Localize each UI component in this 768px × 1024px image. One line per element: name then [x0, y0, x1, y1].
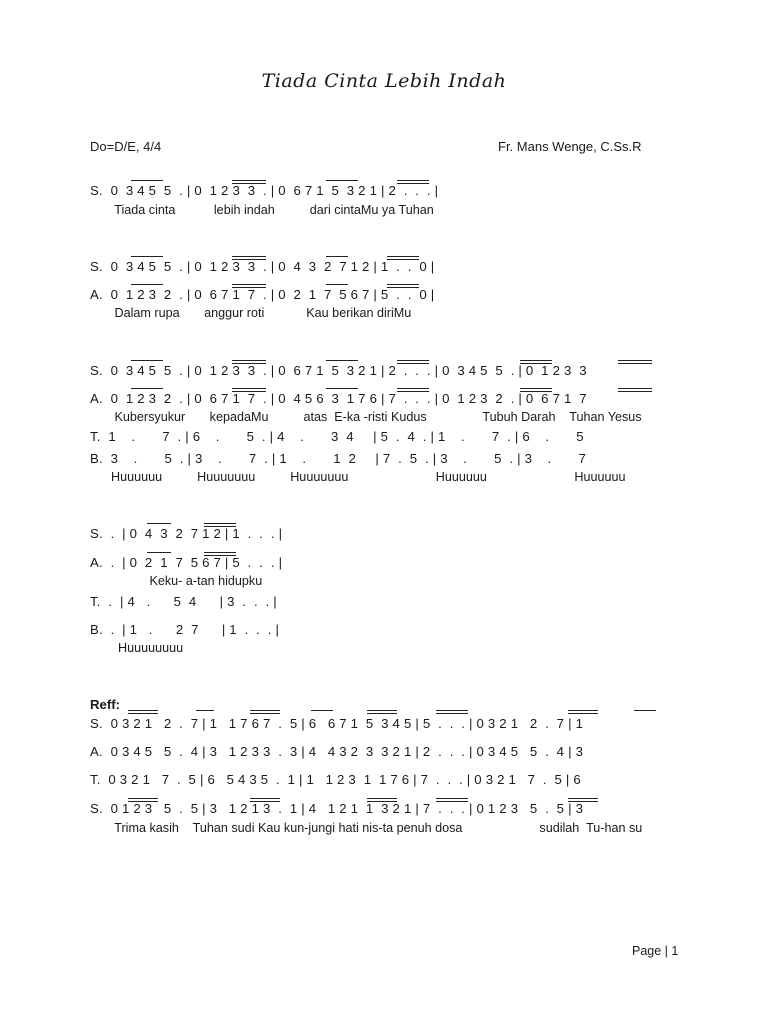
beam [311, 710, 333, 711]
beam [436, 713, 468, 714]
notation-line: A. 0 1 2 3 2 . | 0 6 7 1 7 . | 0 2 1 7 5 6 7 | 5 . . 0 | [90, 287, 435, 302]
beam [232, 363, 266, 364]
beam [131, 360, 163, 361]
beam [204, 523, 236, 524]
notation-line: S. 0 3 4 5 5 . | 0 1 2 3 3 . | 0 4 3 2 7 1 2 | 1 . . 0 | [90, 259, 435, 274]
beam [147, 552, 171, 553]
notation-line: B. 3 . 5 . | 3 . 7 . | 1 . 1 2 | 7 . 5 . | 3 . 5 . | 3 . 7 [90, 451, 587, 466]
beam [618, 388, 652, 389]
lyric-line: Tiada cinta lebih indah dari cintaMu ya Tuhan [90, 203, 434, 217]
beam [128, 710, 158, 711]
song-title: Tiada Cinta Lebih Indah [261, 70, 507, 92]
beam [232, 388, 266, 389]
notation-line: B. . | 1 . 2 7 | 1 . . . | [90, 622, 280, 637]
notation-line: S. 0 3 4 5 5 . | 0 1 2 3 3 . | 0 6 7 1 5 3 2 1 | 2 . . . | 0 3 4 5 5 . | 0 1 2 3 3 [90, 363, 587, 378]
notation-line: S. . | 0 4 3 2 7 1 2 | 1 . . . | [90, 526, 283, 541]
beam [232, 183, 266, 184]
beam [568, 713, 598, 714]
beam [147, 523, 171, 524]
beam [128, 801, 158, 802]
lyric-line: Trima kasih Tuhan sudi Kau kun-jungi hati nis-ta penuh dosa sudilah Tu-han su [90, 821, 643, 835]
beam [520, 360, 552, 361]
beam [196, 710, 214, 711]
beam [520, 391, 552, 392]
beam [367, 710, 397, 711]
beam [387, 287, 419, 288]
beam [232, 259, 266, 260]
beam [397, 391, 429, 392]
beam [326, 388, 358, 389]
beam [367, 713, 397, 714]
beam [250, 713, 280, 714]
beam [520, 363, 552, 364]
lyric-line: Huuuuuu Huuuuuuu Huuuuuuu Huuuuuu Huuuuuu [90, 470, 626, 484]
notation-line: T. 0 3 2 1 7 . 5 | 6 5 4 3 5 . 1 | 1 1 2 3 1 1 7 6 | 7 . . . | 0 3 2 1 7 . 5 | 6 [90, 772, 581, 787]
beam [618, 360, 652, 361]
notation-line: S. 0 1 2 3 5 . 5 | 3 1 2 1 3 . 1 | 4 1 2 1 1 3 2 1 | 7 . . . | 0 1 2 3 5 . 5 | 3 [90, 801, 584, 816]
notation-line: A. 0 1 2 3 2 . | 0 6 7 1 7 . | 0 4 5 6 3 1 7 6 | 7 . . . | 0 1 2 3 2 . | 0 6 7 1 7 [90, 391, 587, 406]
beam [397, 183, 429, 184]
beam [131, 180, 163, 181]
beam [568, 710, 598, 711]
key-signature: Do=D/E, 4/4 [90, 139, 162, 154]
composer: Fr. Mans Wenge, C.Ss.R [498, 139, 642, 154]
beam [128, 798, 158, 799]
beam [387, 284, 419, 285]
notation-line: T. 1 . 7 . | 6 . 5 . | 4 . 3 4 | 5 . 4 . | 1 . 7 . | 6 . 5 [90, 429, 584, 444]
beam [326, 284, 348, 285]
beam [568, 801, 598, 802]
beam [367, 801, 397, 802]
beam [397, 388, 429, 389]
beam [397, 360, 429, 361]
beam [436, 798, 468, 799]
beam [387, 256, 419, 257]
lyric-line: Huuuuuuuu [90, 641, 184, 655]
beam [250, 801, 280, 802]
beam [131, 388, 163, 389]
beam [618, 363, 652, 364]
beam [436, 710, 468, 711]
beam [634, 710, 656, 711]
beam [397, 180, 429, 181]
page-number: Page | 1 [632, 944, 679, 958]
beam [387, 259, 419, 260]
beam [232, 256, 266, 257]
beam [250, 710, 280, 711]
beam [232, 284, 266, 285]
beam [232, 391, 266, 392]
beam [232, 180, 266, 181]
notation-line: S. 0 3 2 1 2 . 7 | 1 1 7 6 7 . 5 | 6 6 7 1 5 3 4 5 | 5 . . . | 0 3 2 1 2 . 7 | 1 [90, 716, 584, 731]
beam [232, 360, 266, 361]
beam [326, 256, 348, 257]
beam [250, 798, 280, 799]
beam [326, 360, 358, 361]
beam [128, 713, 158, 714]
notation-line: A. 0 3 4 5 5 . 4 | 3 1 2 3 3 . 3 | 4 4 3 2 3 3 2 1 | 2 . . . | 0 3 4 5 5 . 4 | 3 [90, 744, 584, 759]
beam [436, 801, 468, 802]
beam [131, 256, 163, 257]
notation-line: T. . | 4 . 5 4 | 3 . . . | [90, 594, 277, 609]
beam [397, 363, 429, 364]
beam [520, 388, 552, 389]
beam [204, 552, 236, 553]
lyric-line: Kubersyukur kepadaMu atas E-ka -risti Kudus Tubuh Darah Tuhan Yesus [90, 410, 642, 424]
notation-line: S. 0 3 4 5 5 . | 0 1 2 3 3 . | 0 6 7 1 5 3 2 1 | 2 . . . | [90, 183, 439, 198]
beam [131, 284, 163, 285]
beam [204, 526, 236, 527]
refrain-label: Reff: [90, 697, 121, 712]
lyric-line: Dalam rupa anggur roti Kau berikan diriMu [90, 306, 412, 320]
beam [568, 798, 598, 799]
beam [367, 798, 397, 799]
beam [232, 287, 266, 288]
beam [618, 391, 652, 392]
lyric-line: Keku- a-tan hidupku [90, 574, 263, 588]
beam [326, 180, 358, 181]
beam [204, 555, 236, 556]
notation-line: A. . | 0 2 1 7 5 6 7 | 5 . . . | [90, 555, 283, 570]
